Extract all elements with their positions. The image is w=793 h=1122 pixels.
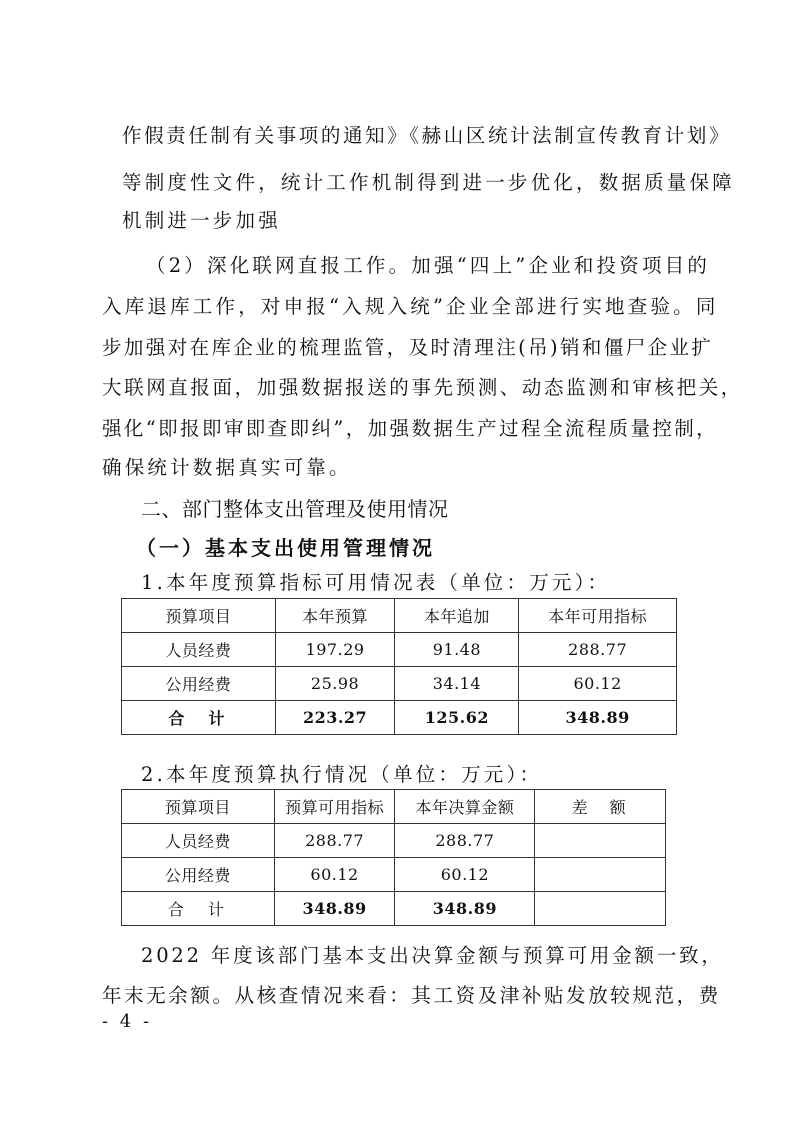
table-cell	[535, 824, 666, 858]
text-line: 入库退库工作，对申报“入规入统”企业全部进行实地查验。同	[102, 295, 719, 318]
text-line: 步加强对在库企业的梳理监管，及时清理注(吊)销和僵尸企业扩	[102, 336, 714, 359]
budget-availability-table	[121, 598, 677, 735]
header-cell: 预算项目	[122, 790, 275, 824]
table-cell: 288.77	[395, 824, 535, 858]
table-cell: 公用经费	[122, 667, 276, 701]
table-row	[122, 667, 677, 701]
table-row	[122, 858, 666, 892]
text-line: 等制度性文件，统计工作机制得到进一步优化，数据质量保障	[122, 171, 735, 194]
text-line: 年末无余额。从核查情况来看：其工资及津补贴发放较规范，费	[102, 984, 721, 1007]
page-number: - 4 -	[102, 1011, 153, 1032]
table-row	[122, 824, 666, 858]
table-total-row	[122, 892, 666, 926]
table-cell: 348.89	[395, 892, 535, 926]
table-cell: 348.89	[274, 892, 395, 926]
section-heading: 二、部门整体支出管理及使用情况	[141, 497, 449, 521]
table1-caption: 1.本年度预算指标可用情况表（单位：万元）：	[141, 571, 611, 594]
table-header-row	[122, 790, 666, 824]
header-cell: 本年可用指标	[519, 599, 677, 633]
table-cell: 人员经费	[122, 824, 275, 858]
table-cell	[535, 858, 666, 892]
header-cell: 预算可用指标	[274, 790, 395, 824]
text-line: 机制进一步加强	[122, 209, 281, 232]
table-cell: 288.77	[519, 633, 677, 667]
table-cell: 348.89	[519, 701, 677, 735]
header-cell: 本年追加	[395, 599, 519, 633]
budget-execution-table	[121, 789, 666, 926]
text-line: 确保统计数据真实可靠。	[102, 456, 352, 479]
subsection-heading: （一）基本支出使用管理情况	[136, 536, 435, 560]
table-cell: 197.29	[275, 633, 395, 667]
text-line: 大联网直报面，加强数据报送的事先预测、动态监测和审核把关，	[102, 376, 743, 399]
text-line: 2022 年度该部门基本支出决算金额与预算可用金额一致，	[141, 944, 724, 967]
table-total-row	[122, 701, 677, 735]
text-line: 作假责任制有关事项的通知》《赫山区统计法制宣传教育计划》	[122, 124, 732, 147]
header-cell: 本年预算	[275, 599, 395, 633]
header-cell: 差 额	[535, 790, 666, 824]
table-cell: 60.12	[519, 667, 677, 701]
table-cell: 25.98	[275, 667, 395, 701]
table-cell: 60.12	[395, 858, 535, 892]
table-cell: 34.14	[395, 667, 519, 701]
table-cell: 223.27	[275, 701, 395, 735]
header-cell: 本年决算金额	[395, 790, 535, 824]
table-cell: 125.62	[395, 701, 519, 735]
text-line: （2）深化联网直报工作。加强“四上”企业和投资项目的	[146, 254, 711, 277]
table2-caption: 2.本年度预算执行情况（单位：万元）：	[141, 763, 543, 786]
table-cell	[535, 892, 666, 926]
table-header-row	[122, 599, 677, 633]
table-row	[122, 633, 677, 667]
table-cell: 人员经费	[122, 633, 276, 667]
table-cell: 60.12	[274, 858, 395, 892]
table-cell: 91.48	[395, 633, 519, 667]
header-cell: 预算项目	[122, 599, 276, 633]
table-cell: 288.77	[274, 824, 395, 858]
table-cell: 合 计	[122, 892, 275, 926]
table-cell: 公用经费	[122, 858, 275, 892]
table-cell: 合 计	[122, 701, 276, 735]
text-line: 强化“即报即审即查即纠”，加强数据生产过程全流程质量控制，	[102, 417, 719, 440]
